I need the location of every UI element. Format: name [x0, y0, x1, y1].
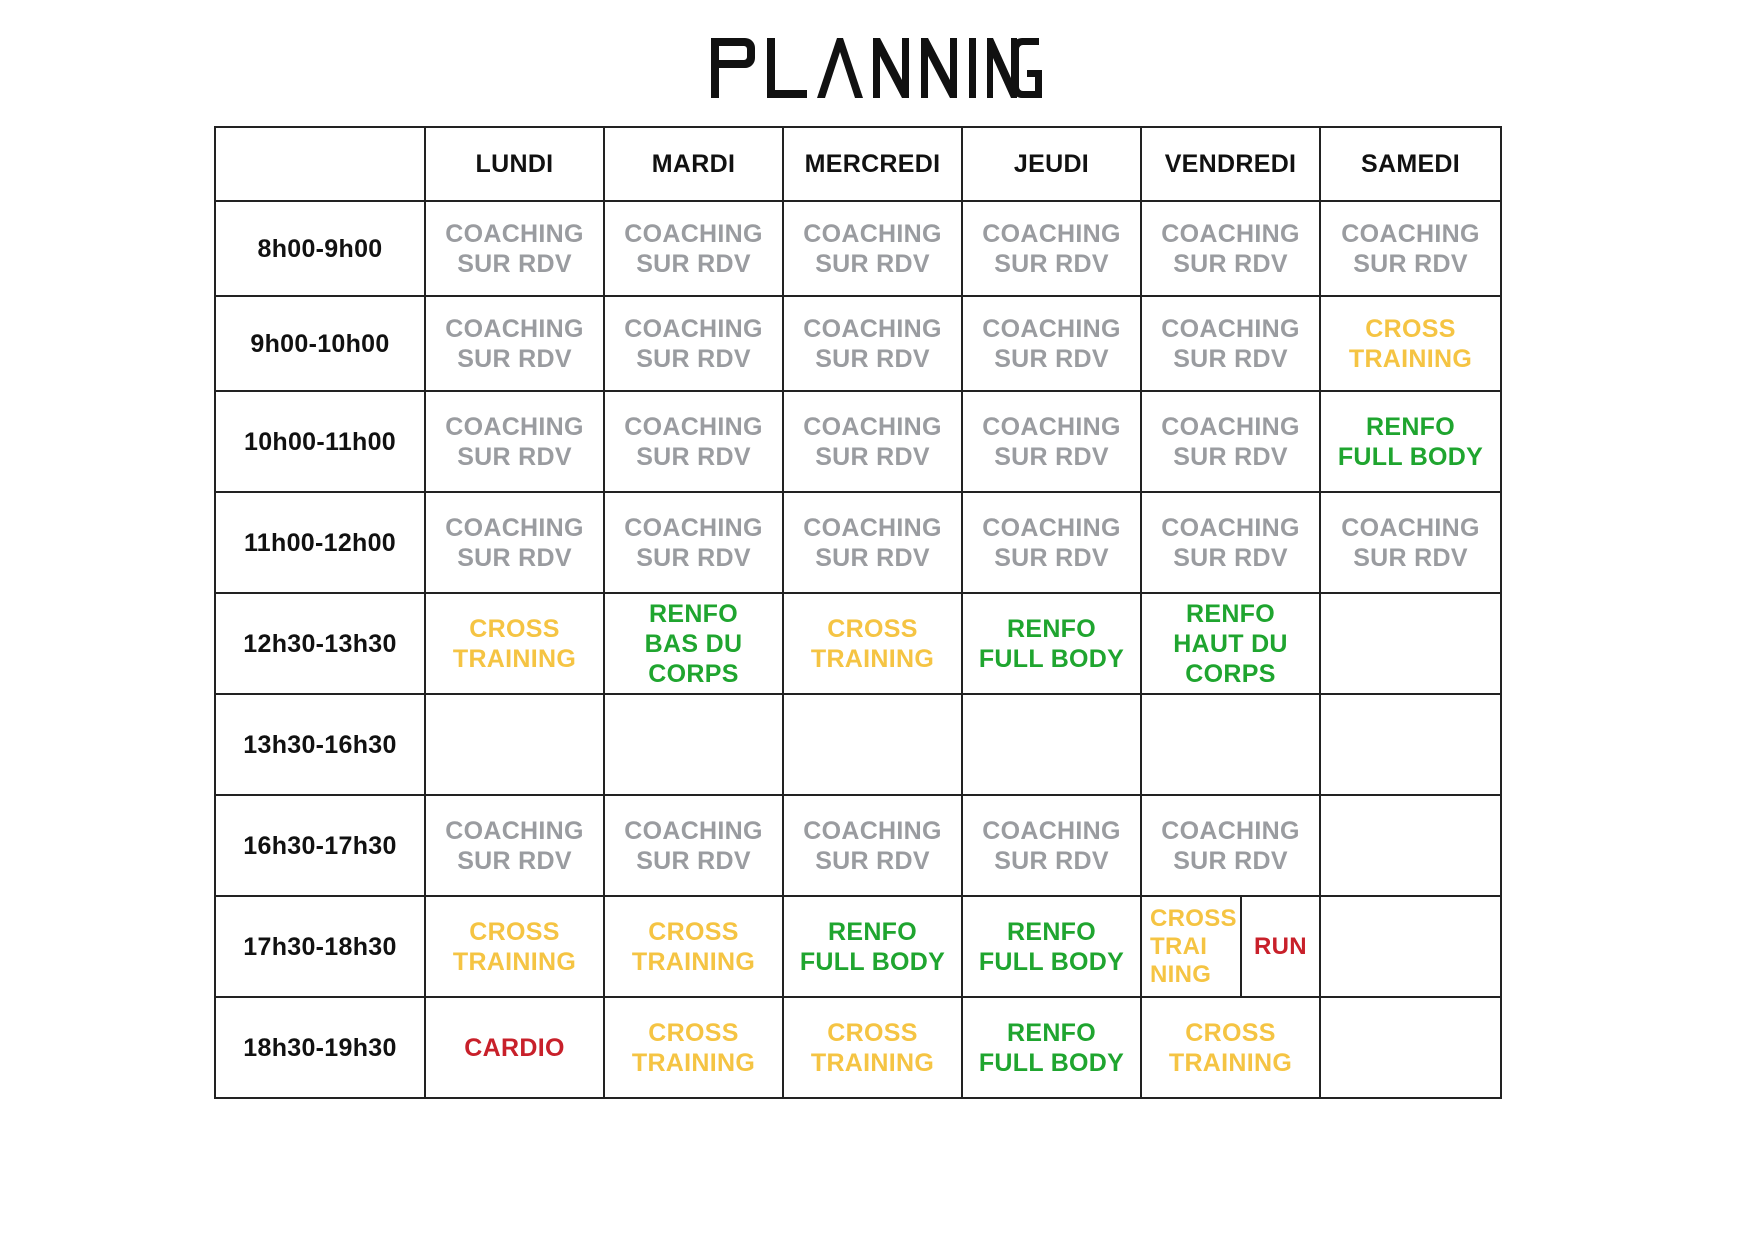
- activity-label: TRAINING: [1168, 1048, 1293, 1077]
- split-cell-right: [1242, 897, 1319, 996]
- activity-label: SUR RDV: [815, 543, 930, 572]
- schedule-cell: [1141, 896, 1320, 997]
- schedule-cell: [962, 694, 1141, 795]
- activity-label: CARDIO: [464, 1033, 565, 1062]
- activity-label: COACHING: [445, 816, 584, 845]
- activity-label: COACHING: [1161, 219, 1300, 248]
- activity-label: TRAINING: [452, 644, 577, 673]
- activity-label: COACHING: [982, 314, 1121, 343]
- activity-label: COACHING: [1161, 816, 1300, 845]
- schedule-cell: [962, 391, 1141, 492]
- schedule-cell: [1320, 296, 1501, 391]
- activity-label: SUR RDV: [457, 442, 572, 471]
- activity-label: SUR RDV: [457, 344, 572, 373]
- day-header-samedi: SAMEDI: [1320, 127, 1501, 201]
- schedule-cell: [962, 896, 1141, 997]
- activity-label: COACHING: [982, 816, 1121, 845]
- activity-label: COACHING: [1161, 513, 1300, 542]
- schedule-cell: [604, 391, 783, 492]
- activity-label: SUR RDV: [636, 543, 751, 572]
- schedule-row: [215, 896, 1501, 997]
- schedule-cell: [1320, 593, 1501, 694]
- activity-label: TRAI: [1150, 932, 1208, 960]
- split-cell: [1142, 897, 1319, 996]
- schedule-cell: [783, 997, 962, 1098]
- activity-label: SUR RDV: [994, 543, 1109, 572]
- activity-label: TRAINING: [631, 1048, 756, 1077]
- day-header-vendredi: VENDREDI: [1141, 127, 1320, 201]
- activity-label: COACHING: [445, 219, 584, 248]
- activity-label: SUR RDV: [994, 442, 1109, 471]
- activity-label: SUR RDV: [457, 249, 572, 278]
- activity-label: SUR RDV: [636, 344, 751, 373]
- activity-label: CROSS: [1185, 1018, 1276, 1047]
- activity-label: COACHING: [445, 412, 584, 441]
- activity-label: CROSS: [648, 917, 739, 946]
- schedule-cell: [1141, 296, 1320, 391]
- activity-label: RENFO: [1007, 917, 1096, 946]
- schedule-table: [214, 126, 1502, 1099]
- activity-label: RENFO: [828, 917, 917, 946]
- activity-label: SUR RDV: [1173, 249, 1288, 278]
- time-slot-label: 11h00-12h00: [215, 492, 425, 593]
- schedule-cell: [425, 896, 604, 997]
- schedule-cell: [1141, 492, 1320, 593]
- activity-label: SUR RDV: [1173, 442, 1288, 471]
- activity-label: SUR RDV: [1173, 846, 1288, 875]
- schedule-body: [215, 201, 1501, 1098]
- activity-label: COACHING: [1341, 513, 1480, 542]
- day-header-lundi: LUNDI: [425, 127, 604, 201]
- activity-label: COACHING: [982, 513, 1121, 542]
- schedule-row: [215, 201, 1501, 296]
- schedule-cell: [783, 694, 962, 795]
- activity-label: RENFO: [649, 599, 738, 628]
- activity-label: TRAINING: [452, 947, 577, 976]
- schedule-cell: [425, 593, 604, 694]
- schedule-cell: [425, 694, 604, 795]
- schedule-cell: [962, 492, 1141, 593]
- schedule-row: [215, 694, 1501, 795]
- activity-label: COACHING: [624, 816, 763, 845]
- activity-label: CROSS: [827, 1018, 918, 1047]
- activity-label: TRAINING: [810, 644, 935, 673]
- schedule-cell: [783, 896, 962, 997]
- schedule-row: [215, 795, 1501, 896]
- schedule-cell: [1320, 492, 1501, 593]
- schedule-cell: [783, 391, 962, 492]
- activity-label: TRAINING: [631, 947, 756, 976]
- activity-label: SUR RDV: [1173, 543, 1288, 572]
- time-slot-label: 18h30-19h30: [215, 997, 425, 1098]
- activity-label: SUR RDV: [815, 249, 930, 278]
- schedule-cell: [962, 201, 1141, 296]
- activity-label: SUR RDV: [457, 846, 572, 875]
- schedule-cell: [1320, 997, 1501, 1098]
- activity-label: COACHING: [982, 412, 1121, 441]
- schedule-cell: [604, 296, 783, 391]
- activity-label: COACHING: [624, 412, 763, 441]
- schedule-cell: [604, 492, 783, 593]
- activity-label: CORPS: [1185, 659, 1276, 688]
- time-slot-label: 16h30-17h30: [215, 795, 425, 896]
- activity-label: SUR RDV: [815, 344, 930, 373]
- page-title: [0, 30, 1754, 110]
- schedule-cell: [783, 795, 962, 896]
- schedule-cell: [962, 795, 1141, 896]
- activity-label: SUR RDV: [815, 846, 930, 875]
- activity-label: COACHING: [445, 314, 584, 343]
- schedule-cell: [604, 201, 783, 296]
- schedule-cell: [783, 201, 962, 296]
- schedule-cell: [604, 896, 783, 997]
- activity-label: COACHING: [982, 219, 1121, 248]
- activity-label: COACHING: [1161, 412, 1300, 441]
- schedule-row: [215, 391, 1501, 492]
- time-slot-label: 10h00-11h00: [215, 391, 425, 492]
- activity-label: CROSS: [469, 917, 560, 946]
- activity-label: CROSS: [827, 614, 918, 643]
- activity-label: SUR RDV: [994, 344, 1109, 373]
- planning-logo: [707, 30, 1047, 100]
- activity-label: SUR RDV: [457, 543, 572, 572]
- schedule-cell: [1141, 593, 1320, 694]
- activity-label: RUN: [1254, 932, 1307, 960]
- schedule-row: [215, 593, 1501, 694]
- activity-label: RENFO: [1186, 599, 1275, 628]
- activity-label: COACHING: [803, 314, 942, 343]
- schedule-cell: [1141, 694, 1320, 795]
- schedule-cell: [1141, 997, 1320, 1098]
- activity-label: FULL BODY: [978, 947, 1125, 976]
- schedule-cell: [1320, 201, 1501, 296]
- schedule-cell: [1320, 391, 1501, 492]
- activity-label: CROSS: [469, 614, 560, 643]
- activity-label: SUR RDV: [1353, 543, 1468, 572]
- activity-label: COACHING: [803, 513, 942, 542]
- activity-label: SUR RDV: [636, 442, 751, 471]
- activity-label: COACHING: [803, 412, 942, 441]
- activity-label: RENFO: [1366, 412, 1455, 441]
- schedule-row: [215, 492, 1501, 593]
- activity-label: FULL BODY: [799, 947, 946, 976]
- schedule-cell: [425, 296, 604, 391]
- schedule-cell: [425, 201, 604, 296]
- activity-label: SUR RDV: [636, 249, 751, 278]
- schedule-cell: [425, 997, 604, 1098]
- activity-label: COACHING: [803, 219, 942, 248]
- header-row: [215, 127, 1501, 201]
- activity-label: COACHING: [1161, 314, 1300, 343]
- activity-label: CROSS: [648, 1018, 739, 1047]
- time-slot-label: 13h30-16h30: [215, 694, 425, 795]
- schedule-cell: [962, 593, 1141, 694]
- activity-label: CROSS: [1150, 904, 1237, 932]
- schedule-cell: [425, 795, 604, 896]
- activity-label: COACHING: [624, 219, 763, 248]
- schedule-cell: [1320, 694, 1501, 795]
- schedule-cell: [962, 296, 1141, 391]
- activity-label: FULL BODY: [978, 644, 1125, 673]
- activity-label: NING: [1150, 960, 1212, 988]
- split-cell-left: [1142, 897, 1242, 996]
- activity-label: RENFO: [1007, 1018, 1096, 1047]
- activity-label: SUR RDV: [815, 442, 930, 471]
- activity-label: CROSS: [1365, 314, 1456, 343]
- schedule-cell: [962, 997, 1141, 1098]
- schedule-cell: [604, 795, 783, 896]
- activity-label: HAUT DU: [1173, 629, 1288, 658]
- schedule-cell: [1141, 391, 1320, 492]
- day-header-jeudi: JEUDI: [962, 127, 1141, 201]
- activity-label: COACHING: [803, 816, 942, 845]
- activity-label: FULL BODY: [978, 1048, 1125, 1077]
- activity-label: COACHING: [1341, 219, 1480, 248]
- activity-label: BAS DU CORPS: [644, 629, 743, 688]
- schedule-cell: [604, 997, 783, 1098]
- page-title-text: [0, 30, 1, 31]
- activity-label: COACHING: [624, 513, 763, 542]
- activity-label: COACHING: [445, 513, 584, 542]
- schedule-cell: [1141, 795, 1320, 896]
- time-slot-label: 17h30-18h30: [215, 896, 425, 997]
- schedule-cell: [1141, 201, 1320, 296]
- time-slot-label: 9h00-10h00: [215, 296, 425, 391]
- schedule-row: [215, 296, 1501, 391]
- activity-label: TRAINING: [1348, 344, 1473, 373]
- activity-label: RENFO: [1007, 614, 1096, 643]
- activity-label: SUR RDV: [994, 249, 1109, 278]
- day-header-mardi: MARDI: [604, 127, 783, 201]
- activity-label: SUR RDV: [636, 846, 751, 875]
- schedule-cell: [783, 296, 962, 391]
- time-slot-label: 8h00-9h00: [215, 201, 425, 296]
- corner-cell: [215, 127, 425, 201]
- schedule-cell: [425, 391, 604, 492]
- schedule-cell: [783, 492, 962, 593]
- schedule-row: [215, 997, 1501, 1098]
- time-slot-label: 12h30-13h30: [215, 593, 425, 694]
- activity-label: SUR RDV: [994, 846, 1109, 875]
- schedule-cell: [425, 492, 604, 593]
- activity-label: TRAINING: [810, 1048, 935, 1077]
- schedule-cell: [1320, 795, 1501, 896]
- activity-label: SUR RDV: [1353, 249, 1468, 278]
- activity-label: COACHING: [624, 314, 763, 343]
- schedule-cell: [604, 593, 783, 694]
- activity-label: FULL BODY: [1337, 442, 1484, 471]
- schedule-cell: [783, 593, 962, 694]
- day-header-mercredi: MERCREDI: [783, 127, 962, 201]
- schedule-cell: [1320, 896, 1501, 997]
- schedule-cell: [604, 694, 783, 795]
- activity-label: SUR RDV: [1173, 344, 1288, 373]
